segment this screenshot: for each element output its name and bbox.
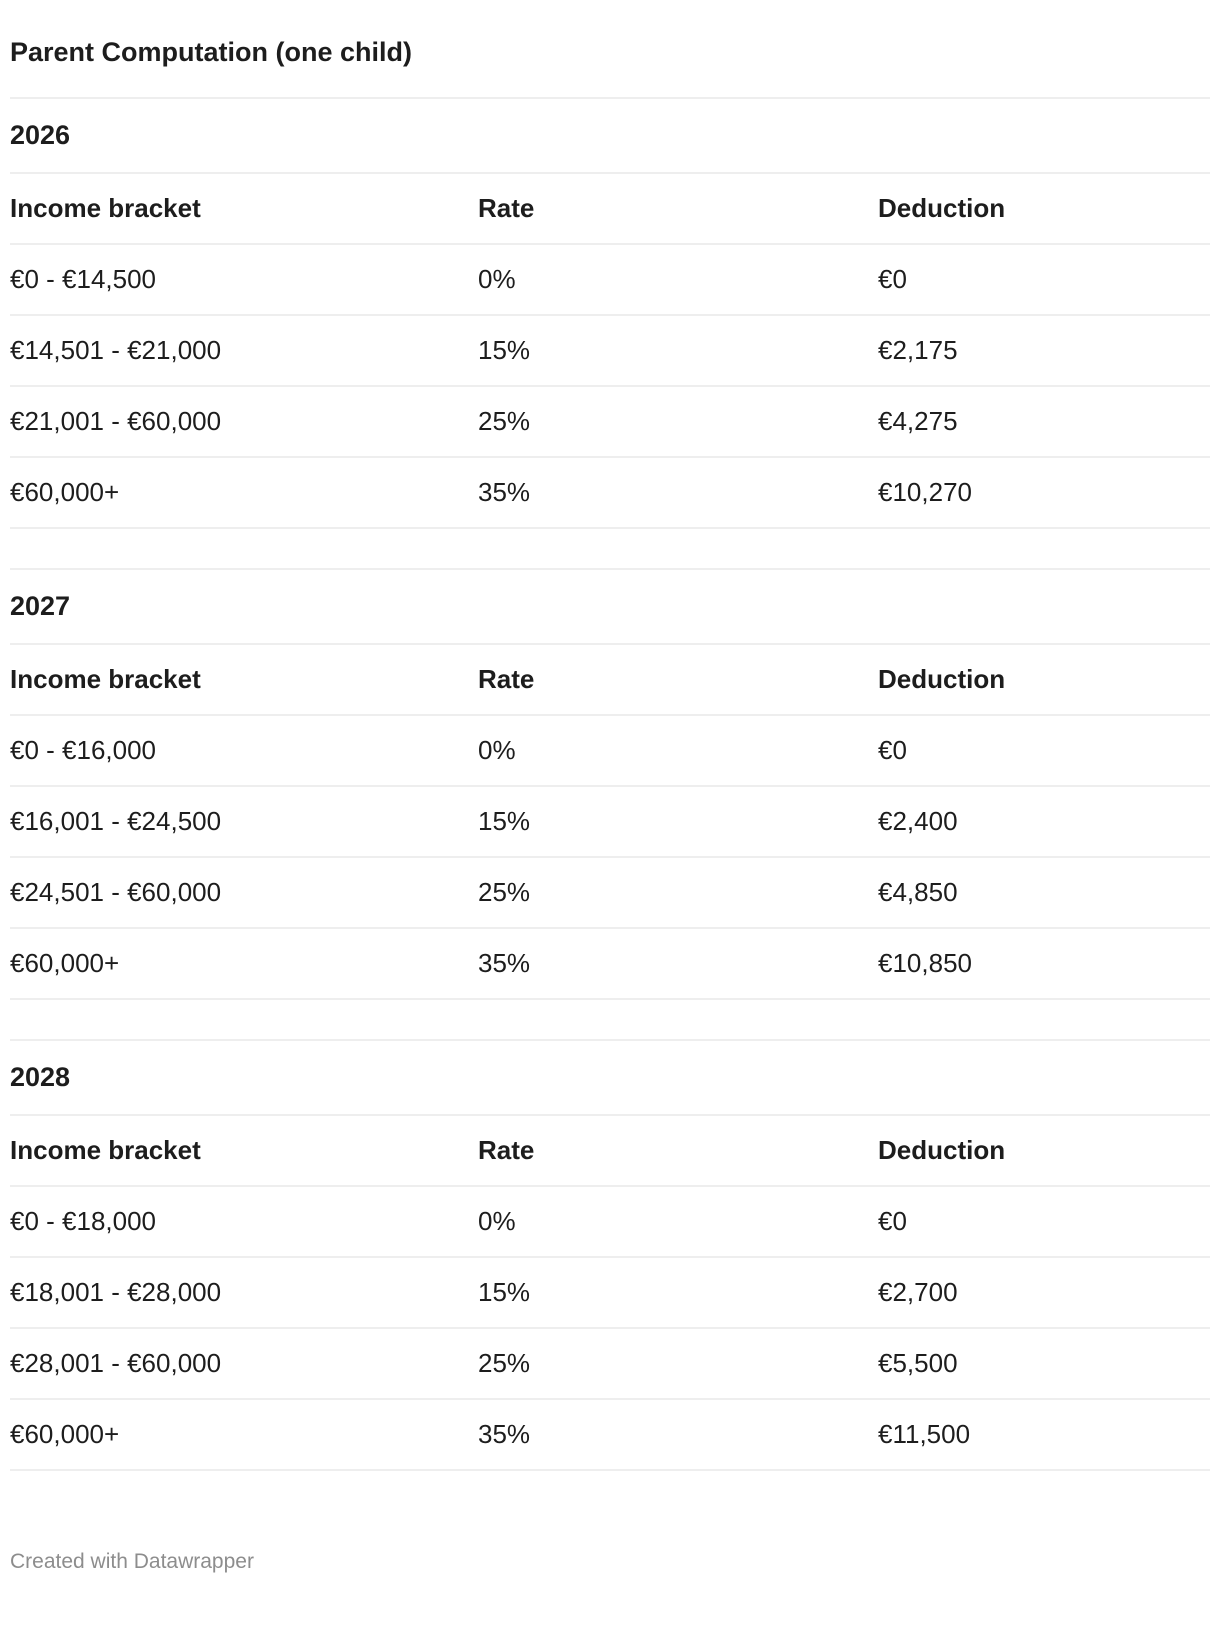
cell-deduction: €0 — [878, 1206, 907, 1236]
year-heading: 2028 — [10, 1041, 1210, 1116]
chart-title: Parent Computation (one child) — [10, 0, 1210, 99]
cell-income-bracket: €60,000+ — [10, 948, 120, 978]
table-row — [10, 1329, 1210, 1400]
table-row — [10, 458, 1210, 529]
cell-rate: 25% — [478, 1348, 531, 1378]
cell-income-bracket: €24,501 - €60,000 — [10, 877, 222, 907]
table-row — [10, 1187, 1210, 1258]
table-header-row — [10, 1116, 1210, 1187]
cell-income-bracket: €28,001 - €60,000 — [10, 1348, 222, 1378]
cell-rate: 35% — [478, 948, 531, 978]
column-header-deduction: Deduction — [878, 664, 1006, 694]
cell-income-bracket: €21,001 - €60,000 — [10, 406, 222, 436]
table-section-2027 — [10, 570, 1210, 1000]
cell-deduction: €4,275 — [878, 406, 958, 436]
column-header-income-bracket: Income bracket — [10, 1135, 201, 1165]
table-row — [10, 858, 1210, 929]
cell-rate: 25% — [478, 406, 531, 436]
cell-rate: 15% — [478, 806, 531, 836]
cell-income-bracket: €16,001 - €24,500 — [10, 806, 222, 836]
cell-income-bracket: €0 - €18,000 — [10, 1206, 157, 1236]
cell-rate: 15% — [478, 335, 531, 365]
table-sections — [10, 99, 1210, 1471]
column-header-income-bracket: Income bracket — [10, 193, 201, 223]
cell-income-bracket: €60,000+ — [10, 1419, 120, 1449]
cell-income-bracket: €14,501 - €21,000 — [10, 335, 222, 365]
cell-deduction: €0 — [878, 264, 907, 294]
table-section-2026 — [10, 99, 1210, 529]
table-section-2028 — [10, 1041, 1210, 1471]
cell-deduction: €5,500 — [878, 1348, 958, 1378]
cell-rate: 0% — [478, 1206, 516, 1236]
column-header-deduction: Deduction — [878, 193, 1006, 223]
cell-rate: 25% — [478, 877, 531, 907]
year-heading: 2026 — [10, 99, 1210, 174]
cell-deduction: €10,850 — [878, 948, 972, 978]
column-header-deduction: Deduction — [878, 1135, 1006, 1165]
table-row — [10, 929, 1210, 1000]
cell-deduction: €11,500 — [878, 1419, 971, 1449]
table-row — [10, 1258, 1210, 1329]
cell-rate: 15% — [478, 1277, 531, 1307]
cell-deduction: €4,850 — [878, 877, 958, 907]
column-header-rate: Rate — [478, 193, 535, 223]
datawrapper-credit-link[interactable]: Created with Datawrapper — [10, 1550, 254, 1573]
section-spacer — [10, 1000, 1210, 1041]
column-header-income-bracket: Income bracket — [10, 664, 201, 694]
cell-income-bracket: €18,001 - €28,000 — [10, 1277, 222, 1307]
table-row — [10, 245, 1210, 316]
cell-rate: 0% — [478, 735, 516, 765]
table-row — [10, 387, 1210, 458]
cell-income-bracket: €60,000+ — [10, 477, 120, 507]
cell-deduction: €0 — [878, 735, 907, 765]
table-row — [10, 787, 1210, 858]
cell-deduction: €2,700 — [878, 1277, 958, 1307]
cell-deduction: €10,270 — [878, 477, 972, 507]
table-row — [10, 1400, 1210, 1471]
cell-income-bracket: €0 - €16,000 — [10, 735, 157, 765]
table-visualization — [10, 0, 1210, 1575]
column-header-rate: Rate — [478, 664, 535, 694]
table-header-row — [10, 174, 1210, 245]
table-row — [10, 316, 1210, 387]
section-spacer — [10, 529, 1210, 570]
table-row — [10, 716, 1210, 787]
cell-rate: 35% — [478, 477, 531, 507]
cell-deduction: €2,175 — [878, 335, 958, 365]
cell-income-bracket: €0 - €14,500 — [10, 264, 157, 294]
cell-rate: 35% — [478, 1419, 531, 1449]
table-header-row — [10, 645, 1210, 716]
cell-deduction: €2,400 — [878, 806, 958, 836]
column-header-rate: Rate — [478, 1135, 535, 1165]
cell-rate: 0% — [478, 264, 516, 294]
year-heading: 2027 — [10, 570, 1210, 645]
